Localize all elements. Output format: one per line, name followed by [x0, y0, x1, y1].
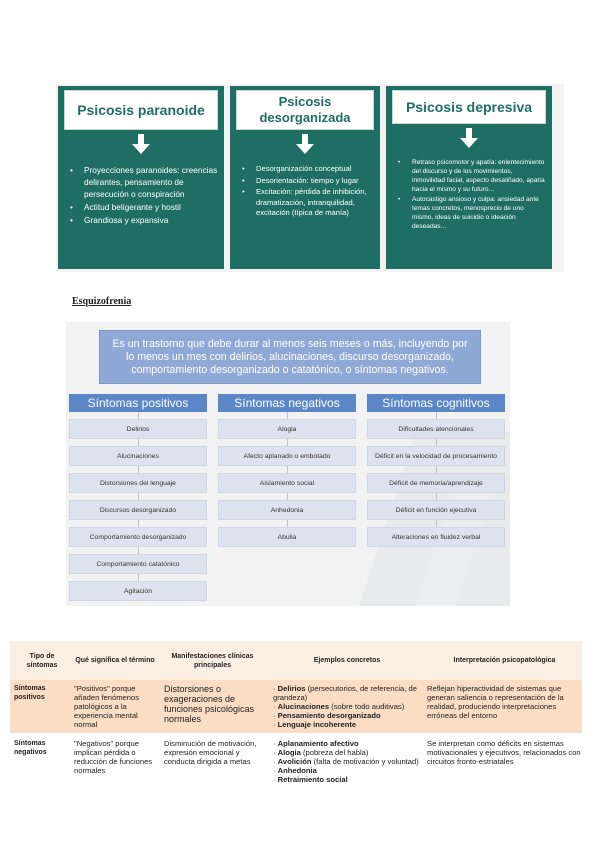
esquizofrenia-diagram	[66, 322, 510, 606]
symptom-box: Anhedonia	[218, 500, 356, 520]
example-item: · Delirios (persecutorios, de referencia, de grandeza)	[273, 684, 421, 702]
example-item: · Anhedonia	[273, 766, 421, 775]
symptom-box: Déficit en la velocidad de procesamiento	[367, 446, 505, 466]
symptom-box: Dificultades atencionales	[367, 419, 505, 439]
column-title: Psicosis depresiva	[392, 90, 546, 124]
table-row	[10, 680, 582, 733]
definition-box: Es un trastorno que debe durar al menos seis meses o más, incluyendo por lo menos un mes con delirios, alucinaciones, discurso desorganizado, comportamiento desorganizado o catatónico, o síntomas negativos.	[99, 330, 481, 384]
psicosis-desorganizada-column	[230, 86, 380, 269]
table-header-cell: Qué significa el término	[70, 641, 156, 680]
symptom-box: Alucinaciones	[69, 446, 207, 466]
example-item: · Alogia (pobreza del habla)	[273, 748, 421, 757]
table-cell-tipo: Síntomas negativos	[10, 735, 70, 805]
symptom-box: Alteraciones en fluidez verbal	[367, 527, 505, 547]
table-cell-ejemplos	[261, 680, 421, 733]
psicosis-depresiva-column	[386, 86, 552, 269]
symptom-box: Delirios	[69, 419, 207, 439]
example-item: · Retraimiento social	[273, 775, 421, 784]
symptom-box: Aislamiento social	[218, 473, 356, 493]
symptom-box: Alogia	[218, 419, 356, 439]
psicosis-paranoide-column	[58, 86, 224, 269]
symptom-box: Comportamiento catatónico	[69, 554, 207, 574]
list-item: • Retraso psicomotor y apatía: enlentecimiento del discurso y de los movimientos, inmovilidad facial, aspecto desaliñado, apatía hacia el mismo y su futuro...	[396, 158, 546, 194]
symptom-list	[396, 158, 546, 231]
symptom-list	[240, 164, 374, 219]
example-item: · Aplanamiento afectivo	[273, 739, 421, 748]
sintomas-positivos-group	[69, 394, 207, 601]
table-header-cell: Manifestaciones clínicas principales	[156, 641, 261, 680]
table-cell-manifestaciones: Disminución de motivación, expresión emocional y conducta dirigida a metas	[156, 735, 261, 805]
column-title: Psicosis paranoide	[64, 90, 218, 130]
list-item: • Desorganización conceptual	[240, 164, 374, 175]
list-item: • Excitación: pérdida de inhibición, dramatización, intranquilidad, excitación (típica de manía)	[240, 187, 374, 219]
symptom-box: Déficit en función ejecutiva	[367, 500, 505, 520]
symptom-list	[68, 164, 218, 226]
table-cell-significado: "Negativos" porque implican pérdida o reducción de funciones normales	[70, 735, 156, 805]
example-item: · Alucinaciones (sobre todo auditivas)	[273, 702, 421, 711]
example-item: · Pensamiento desorganizado	[273, 711, 421, 720]
table-row	[10, 735, 582, 805]
table-header-cell: Tipo de síntomas	[10, 641, 70, 680]
group-header: Síntomas negativos	[218, 394, 356, 412]
arrow-down-icon	[132, 134, 150, 154]
list-item: • Grandiosa y expansiva	[68, 214, 218, 226]
symptom-box: Comportamiento desorganizado	[69, 527, 207, 547]
symptom-box: Distorsiones del lenguaje	[69, 473, 207, 493]
table-header-row	[10, 641, 582, 680]
example-item: · Lenguaje incoherente	[273, 720, 421, 729]
table-header-cell: Interpretación psicopatológica	[421, 641, 582, 680]
sintomas-negativos-group	[218, 394, 356, 547]
symptom-box: Agitación	[69, 581, 207, 601]
list-item: • Autocastigo ansioso y culpa: ansiedad ante temas concretos, menosprecio de uno mismo, ideas de suicidio o ideación deseadas...	[396, 195, 546, 231]
list-item: • Actitud beligerante y hostil	[68, 201, 218, 213]
psicosis-panel	[56, 84, 564, 272]
column-title: Psicosis desorganizada	[236, 90, 374, 130]
arrow-down-icon	[460, 128, 478, 148]
example-item: · Avolición (falta de motivación y voluntad)	[273, 757, 421, 766]
table-cell-significado: "Positivos" porque añaden fenómenos patológicos a la experiencia mental normal	[70, 680, 156, 733]
table-cell-ejemplos	[261, 735, 421, 805]
table-cell-tipo: Síntomas positivos	[10, 680, 70, 733]
table-header-cell: Ejemplos concretos	[261, 641, 421, 680]
symptom-box: Afecto aplanado o embotado	[218, 446, 356, 466]
symptom-box: Abulia	[218, 527, 356, 547]
arrow-down-icon	[296, 134, 314, 154]
table-cell-interpretacion: Reflejan hiperactividad de sistemas que generan saliencia o representación de la realidad, produciendo interpretaciones erróneas del entorno	[421, 680, 582, 733]
table-cell-interpretacion: Se interpretan como déficits en sistemas motivacionales y ejecutivos, relacionados con circuitos fronto-estriatales	[421, 735, 582, 805]
group-header: Síntomas positivos	[69, 394, 207, 412]
sintomas-cognitivos-group	[367, 394, 505, 547]
symptom-box: Déficit de memoria/aprendizaje	[367, 473, 505, 493]
symptom-box: Discursos desorganizado	[69, 500, 207, 520]
list-item: • Desorientación: tiempo y lugar	[240, 176, 374, 187]
table-cell-manifestaciones: Distorsiones o exageraciones de funciones psicológicas normales	[156, 680, 261, 733]
section-heading: Esquizofrenia	[72, 296, 132, 307]
sintomas-table	[10, 641, 582, 805]
list-item: • Proyecciones paranoides: creencias delirantes, pensamiento de persecución o conspiración	[68, 164, 218, 200]
group-header: Síntomas cognitivos	[367, 394, 505, 412]
